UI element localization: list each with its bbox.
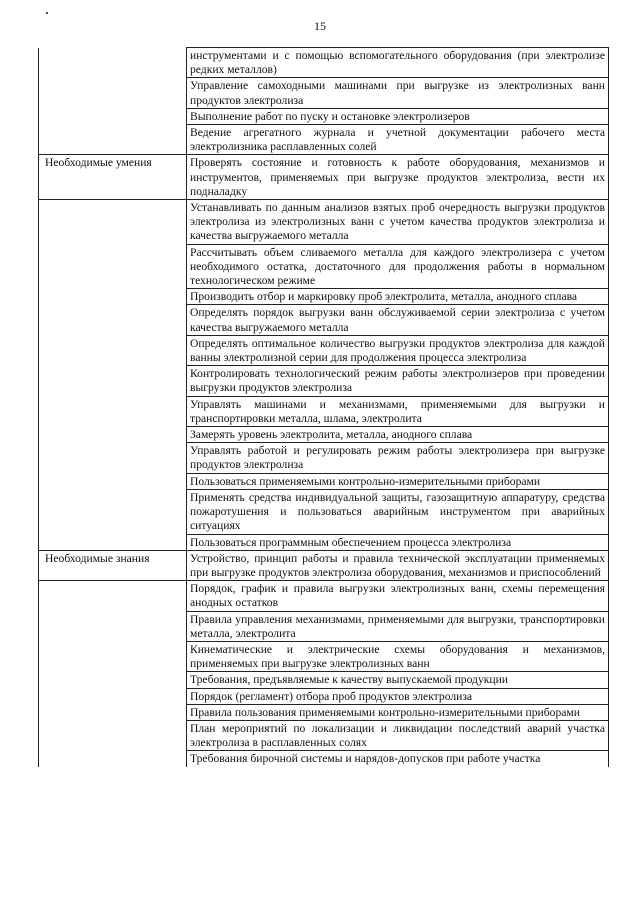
requirement-item: Требования бирочной системы и нарядов-допусков при работе участка [187, 751, 609, 767]
page-number: 15 [314, 19, 326, 33]
section-label-continuation [39, 427, 187, 443]
requirement-item: Порядок, график и правила выгрузки электролизных ванн, схемы перемещения анодных остатков [187, 581, 609, 611]
table-row [39, 366, 609, 396]
table-row [39, 473, 609, 489]
section-label: Необходимые умения [39, 155, 187, 200]
section-label-continuation [39, 443, 187, 473]
section-label-continuation [39, 534, 187, 550]
section-label-continuation [39, 672, 187, 688]
table-row [39, 305, 609, 335]
section-label-continuation [39, 581, 187, 611]
table-row [39, 688, 609, 704]
requirement-item: Определять оптимальное количество выгрузки продуктов электролиза для каждой ванны электролизной серии для продолжения процесса электролиза [187, 335, 609, 365]
table-row [39, 641, 609, 671]
section-label-continuation [39, 396, 187, 426]
section-label-continuation [39, 244, 187, 289]
table-row [39, 443, 609, 473]
table-row [39, 78, 609, 108]
table-row [39, 534, 609, 550]
requirement-item: Управлять работой и регулировать режим работы электролизера при выгрузке продуктов электролиза [187, 443, 609, 473]
table-row [39, 550, 609, 580]
scan-speck [46, 12, 48, 14]
requirements-table-body [39, 48, 609, 767]
section-label-continuation [39, 366, 187, 396]
requirement-item: Правила управления механизмами, применяемыми для выгрузки, транспортировки металла, электролита [187, 611, 609, 641]
section-label-continuation [39, 305, 187, 335]
table-row [39, 244, 609, 289]
requirement-item: Пользоваться программным обеспечением процесса электролиза [187, 534, 609, 550]
requirement-item: Замерять уровень электролита, металла, анодного сплава [187, 427, 609, 443]
section-label-continuation [39, 108, 187, 124]
table-row [39, 672, 609, 688]
section-label-continuation [39, 335, 187, 365]
requirement-item: Рассчитывать объем сливаемого металла для каждого электролизера с учетом необходимого остатка, достаточного для продолжения работы в нормальном технологическом режиме [187, 244, 609, 289]
section-label-continuation [39, 489, 187, 534]
requirement-item: Пользоваться применяемыми контрольно-измерительными приборами [187, 473, 609, 489]
table-row [39, 155, 609, 200]
requirement-item: Кинематические и электрические схемы оборудования и механизмов, применяемых при выгрузке электролизных ванн [187, 641, 609, 671]
requirement-item: Управление самоходными машинами при выгрузке из электролизных ванн продуктов электролиза [187, 78, 609, 108]
requirement-item: Определять порядок выгрузки ванн обслуживаемой серии электролиза с учетом качества выгружаемого металла [187, 305, 609, 335]
requirement-item: Правила пользования применяемыми контрольно-измерительными приборами [187, 704, 609, 720]
section-label-continuation [39, 751, 187, 767]
requirement-item: План мероприятий по локализации и ликвидации последствий аварий участка электролиза в расплавленных солях [187, 720, 609, 750]
table-row [39, 581, 609, 611]
section-label-continuation [39, 473, 187, 489]
table-row [39, 396, 609, 426]
requirement-item: Выполнение работ по пуску и остановке электролизеров [187, 108, 609, 124]
table-row [39, 751, 609, 767]
table-row [39, 489, 609, 534]
requirement-item: Ведение агрегатного журнала и учетной документации рабочего места электролизника расплавленных солей [187, 125, 609, 155]
requirement-item: Устройство, принцип работы и правила технической эксплуатации применяемых при выгрузке продуктов электролиза оборудования, механизмов и приспособлений [187, 550, 609, 580]
table-row [39, 335, 609, 365]
section-label-continuation [39, 289, 187, 305]
table-row [39, 125, 609, 155]
section-label-continuation [39, 125, 187, 155]
table-row [39, 289, 609, 305]
table-row [39, 611, 609, 641]
requirement-item: Требования, предъявляемые к качеству выпускаемой продукции [187, 672, 609, 688]
section-label-continuation [39, 48, 187, 78]
requirement-item: Порядок (регламент) отбора проб продуктов электролиза [187, 688, 609, 704]
section-label-continuation [39, 200, 187, 245]
section-label-continuation [39, 688, 187, 704]
requirement-item: Применять средства индивидуальной защиты, газозащитную аппаратуру, средства пожаротушения и пользоваться аварийным инструментом при аварийных ситуациях [187, 489, 609, 534]
table-row [39, 720, 609, 750]
table-row [39, 427, 609, 443]
table-row [39, 108, 609, 124]
section-label-continuation [39, 704, 187, 720]
table-row [39, 48, 609, 78]
section-label-continuation [39, 611, 187, 641]
section-label-continuation [39, 720, 187, 750]
requirement-item: Устанавливать по данным анализов взятых проб очередность выгрузки продуктов электролиза из электролизных ванн с учетом качества продуктов электролиза и качества выгружаемого металла [187, 200, 609, 245]
table-row [39, 704, 609, 720]
section-label-continuation [39, 641, 187, 671]
requirement-item: Управлять машинами и механизмами, применяемыми для выгрузки и транспортировки металла, шлама, электролита [187, 396, 609, 426]
requirement-item: Производить отбор и маркировку проб электролита, металла, анодного сплава [187, 289, 609, 305]
requirements-table [38, 47, 609, 767]
requirement-item: Проверять состояние и готовность к работе оборудования, механизмов и инструментов, применяемых при выгрузке продуктов электролиза, вести их подналадку [187, 155, 609, 200]
section-label-continuation [39, 78, 187, 108]
section-label: Необходимые знания [39, 550, 187, 580]
requirement-item: Контролировать технологический режим работы электролизеров при проведении выгрузки продуктов электролиза [187, 366, 609, 396]
table-row [39, 200, 609, 245]
requirement-item: инструментами и с помощью вспомогательного оборудования (при электролизе редких металлов) [187, 48, 609, 78]
